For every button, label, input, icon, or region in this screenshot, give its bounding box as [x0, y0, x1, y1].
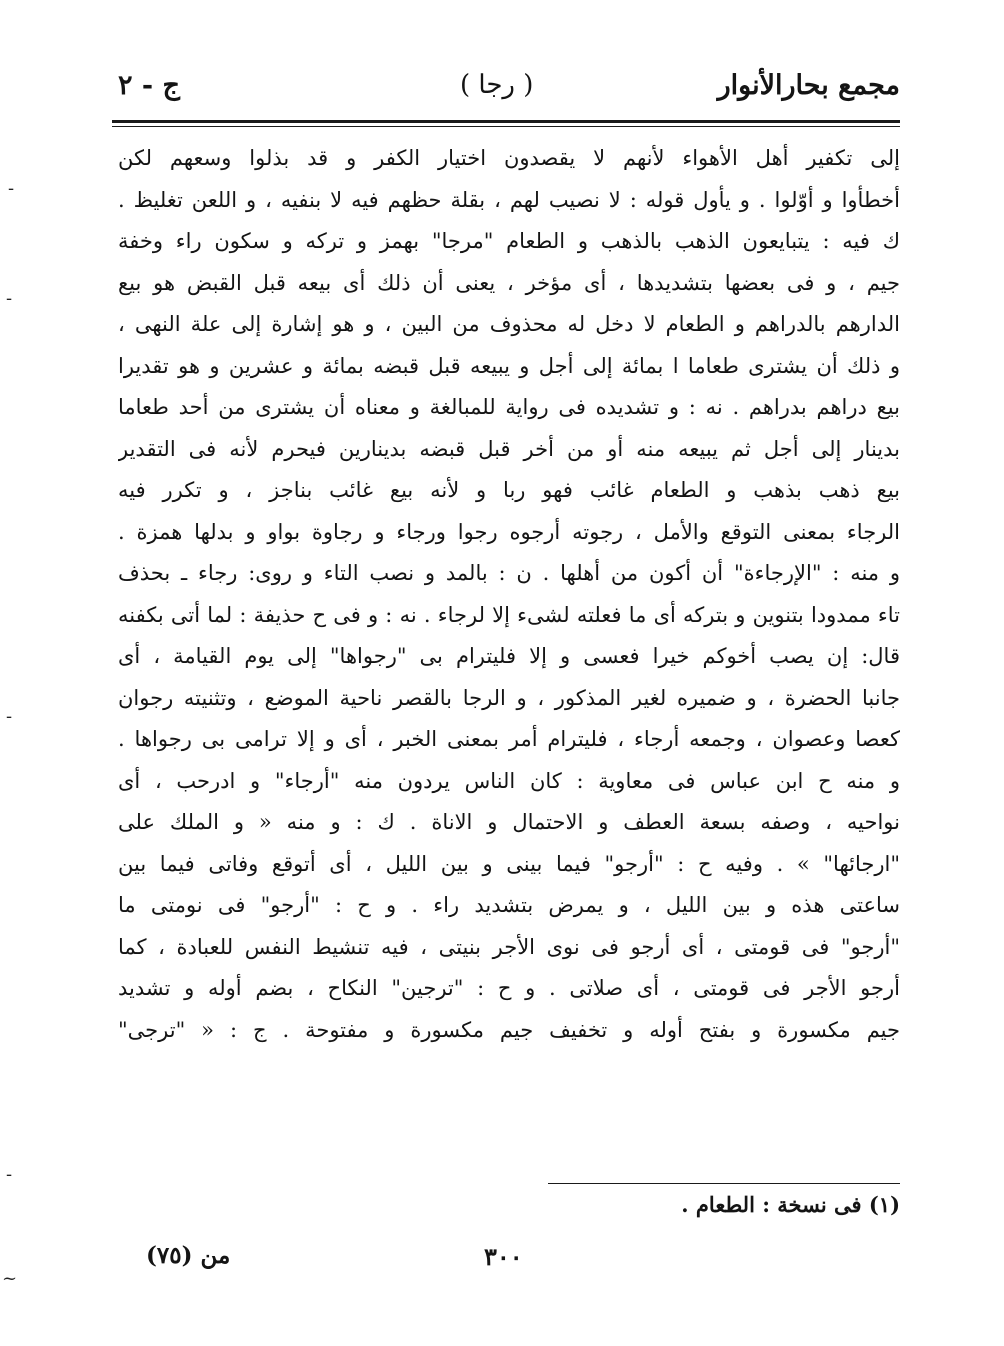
text-line: ك فيه : يتبايعون الذهب بالذهب و الطعام "مرجا" بهمز و تركه و سكون راء وخفة — [118, 229, 900, 253]
text-line: قال: إن يصب أخوكم خيرا فعسى و إلا فليترام بى "رجواها" إلى يوم القيامة ، أى — [118, 644, 900, 668]
header-rule-thin — [112, 126, 900, 127]
text-line: كعصا وعصوان ، وجمعه أرجاء ، فليترام أمر بمعنى الخبر ، أى و إلا ترامى بى رجواها . — [118, 727, 900, 751]
text-line: أرجو الأجر فى قومتى ، أى صلاتى . و ح : "ترجين" النكاح ، بضم أوله و تشديد — [118, 976, 900, 1000]
main-text — [118, 138, 900, 1051]
text-line: "أرجو" فى قومتى ، أى أرجو فى نوى الأجر بنيتى ، فيه تنشيط النفس للعبادة ، كما — [118, 934, 900, 959]
entry-heading: ( رجا ) — [460, 70, 534, 100]
page-header — [110, 66, 900, 116]
text-line: بيع دراهم بدراهم . نه : و تشديده فى رواية للمبالغة و معناه أن يشترى من أحد طعاما — [118, 395, 900, 419]
text-line: "ارجائها" » . وفيه ح : "أرجو" فيما بينى و بين الليل ، أى أتوقع وفاتى فيما بين — [118, 851, 900, 876]
footnote: (١) فى نسخة : الطعام . — [681, 1192, 900, 1217]
text-line: و منه ح ابن عباس فى معاوية : كان الناس يردون منه "أرجاء" و ادرحب ، أى — [118, 768, 900, 793]
text-line: الدارهم بالدراهم و الطعام لا دخل له محذوف من البين ، و هو إشارة إلى علة النهى ، — [118, 312, 900, 336]
text-line: نواحيه ، وصفه بسعة العطف و الاحتمال و الاناة . ك : و منه « و الملك على — [118, 810, 900, 834]
book-title: مجمع بحارالأنوار — [717, 70, 900, 101]
text-line: جانبا الحضرة ، و ضميره لغير المذكور ، و الرجا بالقصر ناحية الموضع ، وتثنيته رجوان — [118, 685, 900, 710]
margin-mark: - — [6, 706, 13, 727]
page-number: ٣٠٠ — [484, 1242, 523, 1271]
text-line: ساعتى هذه و بين الليل ، و يمرض بتشديد راء . و ح : "أرجو" فى نومتى ما — [118, 893, 900, 917]
margin-mark: - — [6, 288, 13, 309]
header-rule-thick — [112, 120, 900, 123]
footnote-rule — [548, 1183, 900, 1184]
volume-label: ج - ٢ — [118, 70, 180, 101]
text-line: بدينار إلى أجل ثم يبيعه منه أو من أخر قبل قبضه بدينارين فيحرم لأنه فى التقدير — [118, 436, 900, 461]
text-line: إلى تكفير أهل الأهواء لأنهم لا يقصدون اختيار الكفر و قد بذلوا وسعهم لكن — [118, 146, 900, 170]
text-line: تاء ممدودا بتنوين و بتركه أى ما فعلته لشىء إلا لرجاء . نه : و فى ح حذيفة : لما أتى بكفنه — [118, 602, 900, 627]
text-line: الرجاء بمعنى التوقع والأمل ، رجوته أرجوه رجوا ورجاء و رجاوة بواو و بدلها همزة . — [118, 519, 900, 544]
margin-mark: - — [8, 178, 15, 199]
page-footer — [110, 1242, 900, 1282]
text-line: أخطأوا و أوّلوا . و يأول قوله : لا نصيب لهم ، بقلة حظهم فيه لا بنفيه ، و اللعن تغليظ . — [118, 187, 900, 212]
text-line: و ذلك أن يشترى طعاما ا بمائة إلى أجل و يبيعه قبل قبضه بمائة و عشرين و هو تقديرا — [118, 353, 900, 378]
text-line: جيم مكسورة و بفتح أوله و تخفيف جيم مكسورة و مفتوحة . ج : « "ترجى" — [118, 1017, 900, 1042]
margin-mark: ~ — [2, 1268, 18, 1289]
text-line: بيع ذهب بذهب و الطعام غائب فهو ربا و لأنه بيع غائب بناجز ، و تكرر فيه — [118, 478, 900, 502]
signature-mark: من (٧٥) — [146, 1242, 231, 1269]
text-line: جيم ، و فى بعضها بتشديدها ، أى مؤخر ، يعنى أن ذلك أى بيعه قبل القبض هو بيع — [118, 270, 900, 295]
text-line: و منه : "الإرجاءة" أن أكون من أهلها . ن : بالمد و نصب التاء و روى: رجاء ـ بحذف — [118, 561, 900, 585]
margin-mark: - — [6, 1164, 13, 1185]
